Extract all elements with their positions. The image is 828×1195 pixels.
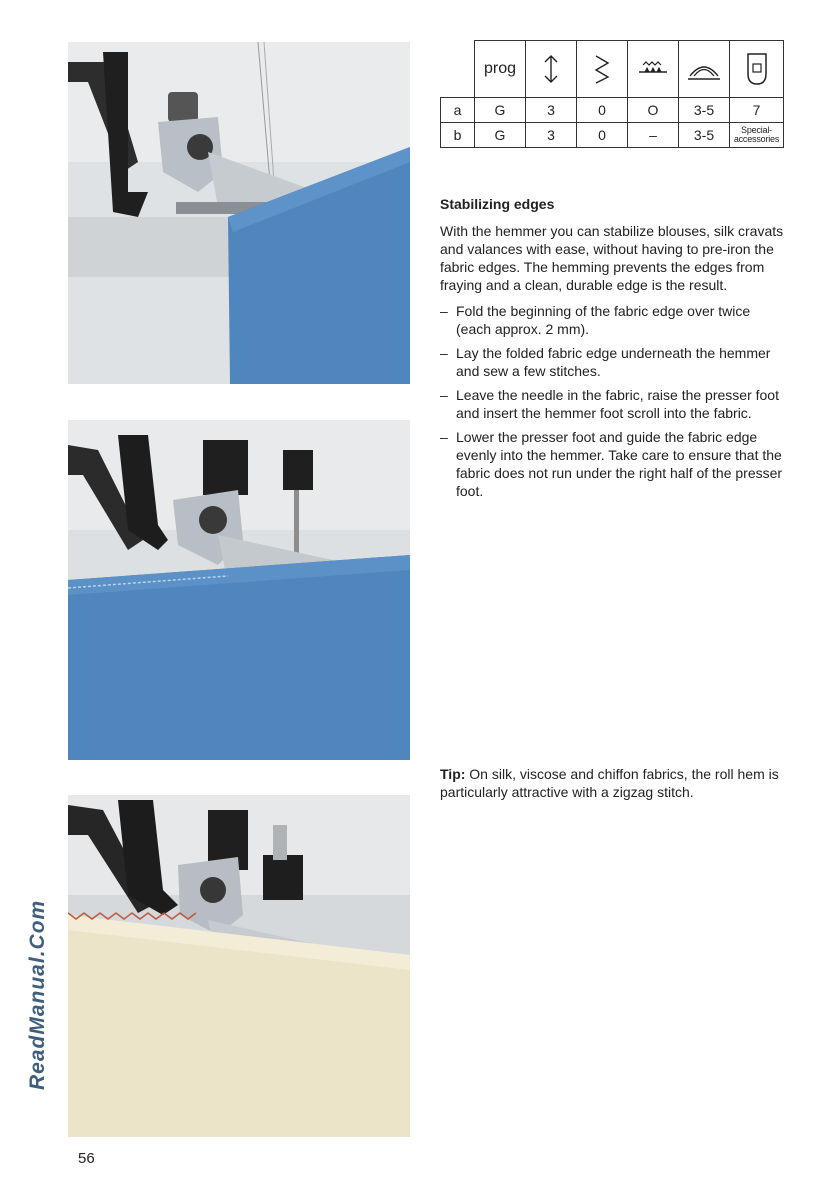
- settings-row-b: [441, 123, 784, 148]
- tip-label: Tip:: [440, 766, 466, 782]
- step-text: Lower the presser foot and guide the fabric edge evenly into the hemmer. Take care to ensure that the fabric does not run under the right half of the presser foot.: [456, 429, 783, 499]
- photo-hemmer-foot-blue-fabric-start: [68, 42, 410, 384]
- pressure-value: 3-5: [679, 98, 730, 123]
- foot-value: [730, 123, 784, 148]
- length-value: 3: [526, 123, 577, 148]
- step-item: [440, 428, 785, 500]
- section-intro: With the hemmer you can stabilize blouses, silk cravats and valances with ease, without having to pre-iron the fabric edges. The hemming prevents the edges from fraying and a clean, durable edge is the result.: [440, 223, 784, 293]
- watermark: ReadManual.Com: [26, 899, 49, 1090]
- page-number: 56: [78, 1150, 95, 1167]
- section-title: Stabilizing edges: [440, 196, 555, 212]
- list-dash: –: [440, 429, 448, 445]
- feed-dog-icon: [628, 41, 679, 98]
- foot-value-line2: accessories: [733, 134, 780, 144]
- row-label: b: [441, 123, 475, 148]
- photo-hemmer-foot-cream-fabric-roll-hem: [68, 795, 410, 1137]
- photo-hemmer-foot-blue-fabric-sewing: [68, 420, 410, 760]
- step-item: [440, 386, 785, 422]
- foot-value: 7: [730, 98, 784, 123]
- presser-pressure-icon: [679, 41, 730, 98]
- width-value: 0: [577, 123, 628, 148]
- width-value: 0: [577, 98, 628, 123]
- tip-paragraph: [440, 765, 785, 801]
- step-text: Leave the needle in the fabric, raise the presser foot and insert the hemmer foot scroll into the fabric.: [456, 387, 779, 421]
- feed-value: –: [628, 123, 679, 148]
- settings-row-a: [441, 98, 784, 123]
- pressure-value: 3-5: [679, 123, 730, 148]
- header-prog: prog: [475, 41, 526, 98]
- machine-settings-table: [440, 40, 784, 148]
- feed-value: O: [628, 98, 679, 123]
- row-label: a: [441, 98, 475, 123]
- step-item: [440, 302, 785, 338]
- step-text: Lay the folded fabric edge underneath the hemmer and sew a few stitches.: [456, 345, 771, 379]
- stitch-width-icon: [577, 41, 628, 98]
- list-dash: –: [440, 303, 448, 319]
- prog-value: G: [475, 123, 526, 148]
- list-dash: –: [440, 345, 448, 361]
- instructions-section: [440, 196, 785, 506]
- header-corner: [441, 41, 475, 98]
- prog-value: G: [475, 98, 526, 123]
- tip-text: On silk, viscose and chiffon fabrics, the roll hem is particularly attractive with a zigzag stitch.: [440, 766, 779, 800]
- settings-header-row: [441, 41, 784, 98]
- step-text: Fold the beginning of the fabric edge over twice (each approx. 2 mm).: [456, 303, 751, 337]
- presser-foot-icon: [730, 41, 784, 98]
- foot-value-line1: Special-: [741, 125, 772, 135]
- step-item: [440, 344, 785, 380]
- steps-list: [440, 302, 785, 500]
- stitch-length-icon: [526, 41, 577, 98]
- length-value: 3: [526, 98, 577, 123]
- list-dash: –: [440, 387, 448, 403]
